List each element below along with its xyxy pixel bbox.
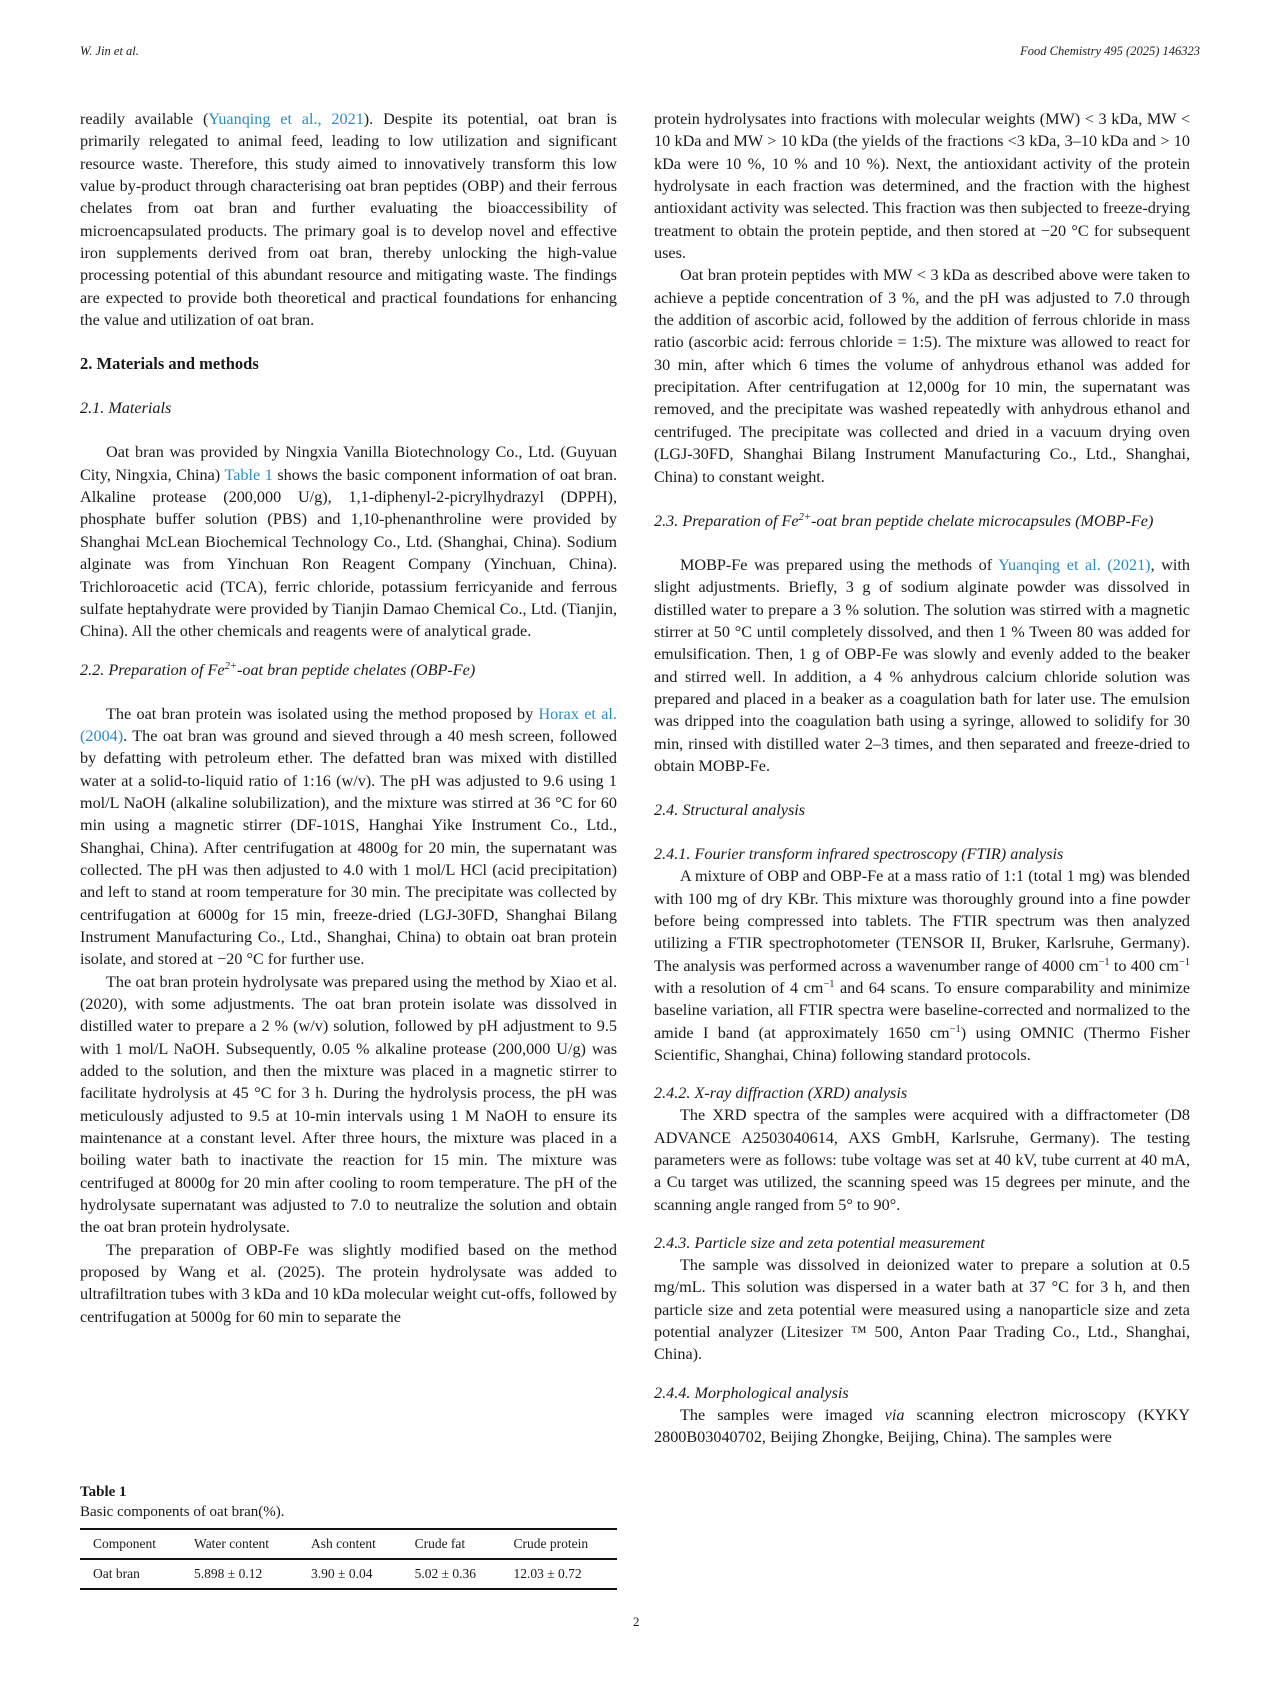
table-1 <box>80 1482 617 1590</box>
table-caption: Basic components of oat bran(%). <box>80 1504 285 1520</box>
col-header: Ash content <box>298 1529 402 1559</box>
subsection-heading-obp-fe: 2.2. Preparation of $Fe^{2+}$-oat bran peptide chelates (OBP-Fe) <box>80 660 476 679</box>
table-row <box>80 1559 617 1589</box>
mobp-fe-paragraph: MOBP-Fe was prepared using the methods of Yuanqing et al. (2021), with slight adjustments. Briefly, 3 g of sodium alginate powder was dissolved in distilled water to prepare a 3 % solution. The solution was stirred with a magnetic stirrer at 50 °C until completely dissolved, and then 1 % Tween 80 was added for emulsification. Then, 1 g of OBP-Fe was slowly and evenly added to the beaker and stirred well. In addition, a 4 % anhydrous calcium chloride solution was prepared and placed in a beaker as a coagulation bath for later use. The emulsion was dripped into the coagulation bath using a syringe, allowed to solidify for 30 min, rinsed with distilled water 2–3 times, and then separated and freeze-dried to obtain MOBP-Fe. <box>654 555 1190 775</box>
chelation-paragraph: Oat bran protein peptides with MW < 3 kDa as described above were taken to achieve a peptide concentration of 3 %, and the pH was adjusted to 7.0 through the addition of ascorbic acid, followed by the addition of ferrous chloride in mass ratio (ascorbic acid: ferrous chloride = 1:5). The mixture was allowed to react for 30 min, after which 6 times the volume of anhydrous ethanol was added for precipitation. After centrifugation at 12,000g for 10 min, the supernatant was removed, and the precipitate was washed repeatedly with anhydrous ethanol and centrifuged. The precipitate was collected and dried in a vacuum drying oven (LGJ-30FD, Shanghai Bilang Instrument Manufacturing Co., Ltd., Shanghai, China) to constant weight. <box>654 266 1190 486</box>
col-header: Water content <box>181 1529 298 1559</box>
obp-fe-continued-paragraph: protein hydrolysates into fractions with molecular weights (MW) < 3 kDa, MW < 10 kDa and MW > 10 kDa (the yields of the fractions <3 kDa, 3–10 kDa and > 10 kDa were 10 %, 10 % and 10 %). Next, the antioxidant activity of the protein hydrolysate in each fraction was determined, and the fraction with the highest antioxidant activity was selected. This fraction was then subjected to freeze-drying treatment to obtain the protein peptide, and then stored at −20 °C for subsequent uses. <box>654 110 1190 263</box>
table-header-row <box>80 1529 617 1559</box>
table-cell: 5.02 ± 0.36 <box>402 1559 501 1589</box>
table-cell: Oat bran <box>80 1559 181 1589</box>
left-column <box>80 108 617 1328</box>
section-heading-materials-methods: 2. Materials and methods <box>80 354 259 374</box>
table-cell: 5.898 ± 0.12 <box>181 1559 298 1589</box>
xrd-paragraph: The XRD spectra of the samples were acquired with a diffractometer (D8 ADVANCE A2503040614, AXS GmbH, Karlsruhe, Germany). The testing parameters were as follows: tube voltage was set at 40 kV, tube current at 40 mA, a Cu target was utilized, the scanning speed was 15 degrees per minute, and the scanning angle ranged from 5° to 90°. <box>654 1106 1190 1214</box>
subsubsection-heading-particle-size: 2.4.3. Particle size and zeta potential measurement <box>654 1234 985 1253</box>
particle-size-paragraph: The sample was dissolved in deionized water to prepare a solution at 0.5 mg/mL. This solution was dispersed in a water bath at 37 °C for 3 h, and then particle size and zeta potential were measured using a nanoparticle size and zeta potential analyzer (Litesizer ™ 500, Anton Paar Trading Co., Ltd., Shanghai, China). <box>654 1256 1190 1364</box>
col-header: Component <box>80 1529 181 1559</box>
right-column <box>654 108 1190 1449</box>
table1-link[interactable]: Table 1 <box>224 465 273 484</box>
subsubsection-heading-xrd: 2.4.2. X-ray diffraction (XRD) analysis <box>654 1084 908 1103</box>
obp-fe-paragraph-2: The oat bran protein hydrolysate was prepared using the method by Xiao et al. (2020), with some adjustments. The oat bran protein isolate was dissolved in distilled water to prepare a 2 % (w/v) solution, followed by pH adjustment to 9.5 with 1 mol/L NaOH. Subsequently, 0.05 % alkaline protease (200,000 U/g) was added to the solution, and then the mixture was placed in a magnetic stirrer to facilitate hydrolysis at 45 °C for 3 h. During the hydrolysis process, the pH was meticulously adjusted to 9.5 at 10-min intervals using 1 M NaOH to ensure its maintenance at a constant level. After three hours, the mixture was placed in a boiling water bath to inactivate the reaction for 15 min. The mixture was centrifuged at 8000g for 20 min after cooling to room temperature. The pH of the hydrolysate supernatant was adjusted to 7.0 to neutralize the solution and obtain the oat bran protein hydrolysate. <box>80 972 617 1237</box>
subsubsection-heading-ftir: 2.4.1. Fourier transform infrared spectroscopy (FTIR) analysis <box>654 845 1064 864</box>
subsubsection-heading-morphological: 2.4.4. Morphological analysis <box>654 1383 849 1402</box>
running-head-authors: W. Jin et al. <box>80 44 139 58</box>
obp-fe-paragraph-1: The oat bran protein was isolated using the method proposed by Horax et al. (2004). The oat bran was ground and sieved through a 40 mesh screen, followed by defatting with petroleum ether. The defatted bran was mixed with distilled water at a solid-to-liquid ratio of 1:16 (w/v). The pH was adjusted to 9.6 using 1 mol/L NaOH (alkaline solubilization), and the mixture was stirred at 36 °C for 60 min using a magnetic stirrer (DF-101S, Hanghai Yike Instrument Co., Ltd., Shanghai, China). After centrifugation at 4800g for 20 min, the supernatant was collected. The pH was then adjusted to 4.0 with 1 mol/L HCl (acid precipitation) and left to stand at room temperature for 30 min. The precipitate was collected by centrifugation at 6000g for 15 min, freeze-dried (LGJ-30FD, Shanghai Bilang Instrument Manufacturing Co., Ltd., Shanghai, China) to obtain oat bran protein isolate, and stored at −20 °C for further use. <box>80 704 617 969</box>
subsection-heading-structural-analysis: 2.4. Structural analysis <box>654 801 806 820</box>
obp-fe-paragraph-3: The preparation of OBP-Fe was slightly modified based on the method proposed by Wang et al. (2025). The protein hydrolysate was added to ultrafiltration tubes with 3 kDa and 10 kDa molecular weight cut-offs, followed by centrifugation at 5000g for 60 min to separate the <box>80 1240 617 1326</box>
table-cell: 12.03 ± 0.72 <box>501 1559 618 1589</box>
col-header: Crude fat <box>402 1529 501 1559</box>
subsection-heading-materials: 2.1. Materials <box>80 399 172 418</box>
page-number: 2 <box>633 1614 640 1629</box>
ftir-paragraph: A mixture of OBP and OBP-Fe at a mass ratio of 1:1 (total 1 mg) was blended with 100 mg of dry KBr. This mixture was thoroughly ground into a fine powder before being compressed into tablets. The FTIR spectrum was then analyzed utilizing a FTIR spectrophotometer (TENSOR II, Bruker, Karlsruhe, Germany). The analysis was performed across a wavenumber range of 4000 $cm^{-1}$ to 400 $cm^{-1}$ with a resolution of 4 $cm^{-1}$ and 64 scans. To ensure comparability and minimize baseline variation, all FTIR spectra were baseline-corrected and normalized to the amide I band (at approximately 1650 $cm^{-1}$) using OMNIC (Thermo Fisher Scientific, Shanghai, China) following standard protocols. <box>654 867 1191 1065</box>
col-header: Crude protein <box>501 1529 618 1559</box>
morphological-paragraph: The samples were imaged via scanning electron microscopy (KYKY 2800B03040702, Beijing Zhongke, Beijing, China). The samples were <box>654 1405 1190 1447</box>
citation-link-yuanqing-2021[interactable]: Yuanqing et al., 2021 <box>208 110 364 128</box>
citation-link-horax-2004[interactable]: Horax et al. (2004) <box>80 704 617 745</box>
subsection-heading-mobp-fe: 2.3. Preparation of $Fe^{2+}$-oat bran peptide chelate microcapsules (MOBP-Fe) <box>654 511 1154 530</box>
running-head-journal: Food Chemistry 495 (2025) 146323 <box>1020 44 1200 58</box>
materials-paragraph: Oat bran was provided by Ningxia Vanilla Biotechnology Co., Ltd. (Guyuan City, Ningxia, China) Table 1 shows the basic component information of oat bran. Alkaline protease (200,000 U/g), 1,1-diphenyl-2-picrylhydrazyl (DPPH), phosphate buffer solution (PBS) and 1,10-phenanthroline were provided by Shanghai McLean Biochemical Technology Co., Ltd. (Shanghai, China). Sodium alginate was from Yinchuan Ron Reagent Company (Yinchuan, China). Trichloroacetic acid (TCA), ferric chloride, potassium ferricyanide and ferrous sulfate heptahydrate were provided by Tianjin Damao Chemical Co., Ltd. (Tianjin, China). All the other chemicals and reagents were of analytical grade. <box>80 443 618 641</box>
components-table <box>80 1528 617 1590</box>
table-label: Table 1 <box>80 1484 127 1500</box>
intro-paragraph: readily available (Yuanqing et al., 2021). Despite its potential, oat bran is primarily relegated to animal feed, leading to low utilization and significant resource waste. Therefore, this study aimed to innovatively transform this low value by-product through characterising oat bran peptides (OBP) and their ferrous chelates from oat bran and further evaluating the bioaccessibility of microencapsulated products. The primary goal is to develop novel and effective iron supplements derived from oat bran, thereby unlocking the high-value processing potential of this abundant resource and mitigating waste. The findings are expected to provide both theoretical and practical foundations for enhancing the value and utilization of oat bran. <box>80 110 617 330</box>
table-cell: 3.90 ± 0.04 <box>298 1559 402 1589</box>
citation-link-yuanqing-2021b[interactable]: Yuanqing et al. (2021) <box>998 555 1151 574</box>
